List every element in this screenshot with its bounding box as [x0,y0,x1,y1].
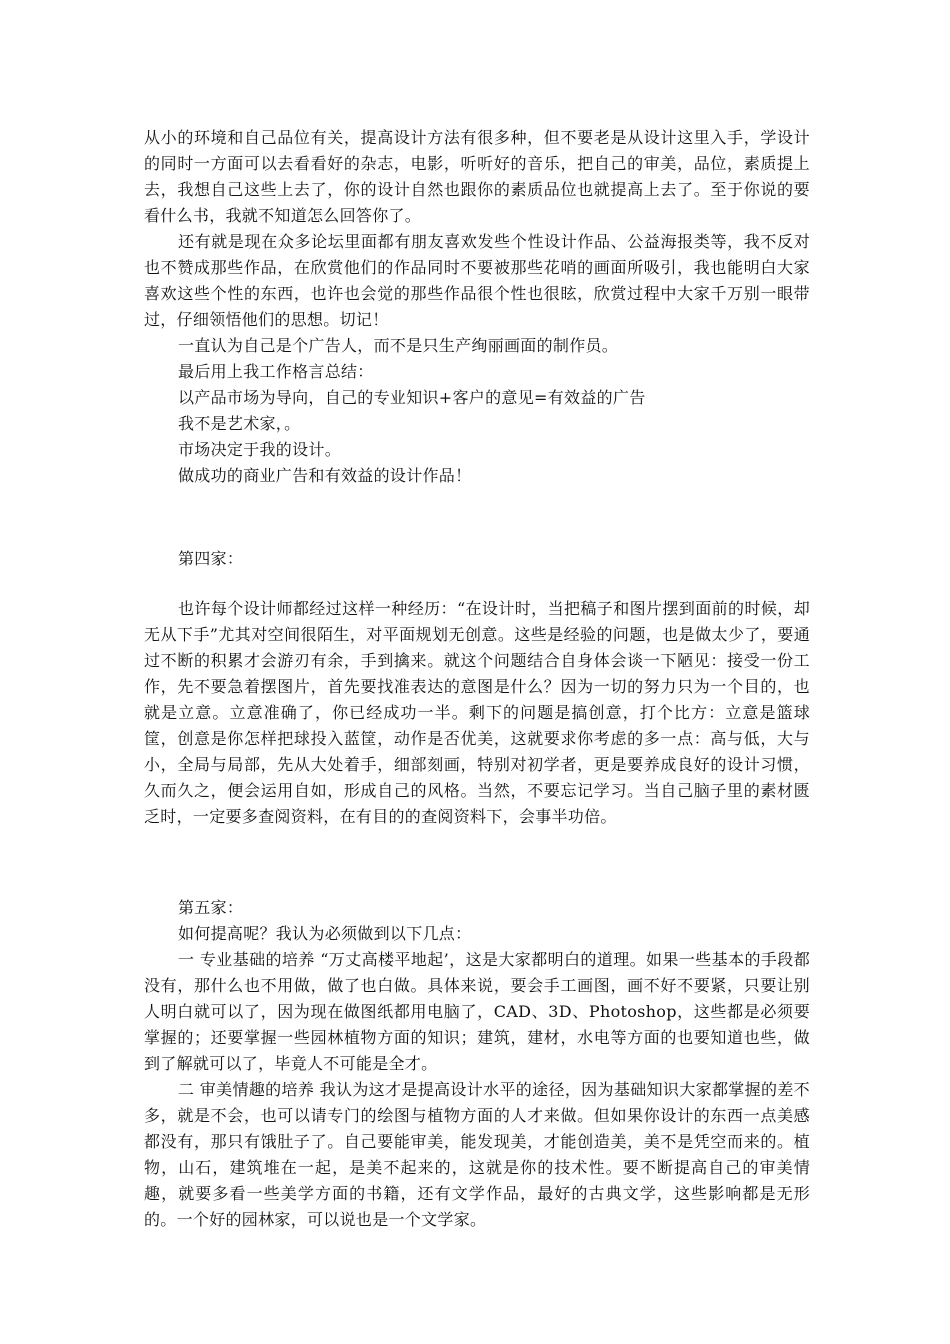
paragraph: 还有就是现在众多论坛里面都有朋友喜欢发些个性设计作品、公益海报类等，我不反对也不赞成那些作品，在欣赏他们的作品同时不要被那些花哨的画面所吸引，我也能明白大家喜欢这些个性的东西，也许也会觉的那些作品很个性也很眩，欣赏过程中大家千万别一眼带过，仔细领悟他们的思想。切记！ [144,232,810,329]
section-4-heading-block [144,546,810,572]
text-line: 市场决定于我的设计。 [178,440,342,459]
section-heading: 第五家： [178,898,244,917]
text-line: 以产品市场为导向，自己的专业知识+客户的意见=有效益的广告 [178,388,646,407]
text-line: 如何提高呢？我认为必须做到以下几点： [178,924,472,943]
section-heading: 第四家： [178,549,244,568]
section-4-body [144,596,810,830]
text-line: 一直认为自己是个广告人，而不是只生产绚丽画面的制作员。 [178,336,619,355]
section-5 [144,895,810,1233]
paragraph: 也许每个设计师都经过这样一种经历：“在设计时，当把稿子和图片摆到面前的时候，却无从下手”尤其对空间很陌生，对平面规划无创意。这些是经验的问题，也是做太少了，要通过不断的积累才会游刃有余，手到擒来。就这个问题结合自身体会谈一下陋见：接受一份工作，先不要急着摆图片，首先要找准表达的意图是什么？因为一切的努力只为一个目的，也就是立意。立意准确了，你已经成功一半。剩下的问题是搞创意，打个比方：立意是篮球筐，创意是你怎样把球投入蓝筐，动作是否优美，这就要求你考虑的多一点：高与低，大与小，全局与局部，先从大处着手，细部刻画，特别对初学者，更是要养成良好的设计习惯，久而久之，便会运用自如，形成自己的风格。当然，不要忘记学习。当自己脑子里的素材匮乏时，一定要多查阅资料，在有目的的查阅资料下，会事半功倍。 [144,599,810,826]
text-line: 我不是艺术家，。 [178,414,301,433]
text-line: 做成功的商业广告和有效益的设计作品！ [178,466,472,485]
text-line: 最后用上我工作格言总结： [178,362,374,381]
paragraph: 从小的环境和自己品位有关，提高设计方法有很多种，但不要老是从设计这里入手，学设计的同时一方面可以去看看好的杂志，电影，听听好的音乐，把自己的审美，品位，素质提上去，我想自己这些上去了，你的设计自然也跟你的素质品位也就提高上去了。至于你说的要看什么书，我就不知道怎么回答你了。 [144,128,810,225]
section-1 [144,125,810,489]
paragraph: 二 审美情趣的培养 我认为这才是提高设计水平的途径，因为基础知识大家都掌握的差不多，就是不会，也可以请专门的绘图与植物方面的人才来做。但如果你设计的东西一点美感都没有，那只有饿肚子了。自己要能审美，能发现美，才能创造美，美不是凭空而来的。植物，山石，建筑堆在一起，是美不起来的，这就是你的技术性。要不断提高自己的审美情趣，就要多看一些美学方面的书籍，还有文学作品，最好的古典文学，这些影响都是无形的。一个好的园林家，可以说也是一个文学家。 [144,1080,810,1229]
paragraph: 一 专业基础的培养 “万丈高楼平地起’，这是大家都明白的道理。如果一些基本的手段都没有，那什么也不用做，做了也白做。具体来说，要会手工画图，画不好不要紧，只要让别人明白就可以了，因为现在做图纸都用电脑了，CAD、3D、Photoshop，这些都是必须要掌握的；还要掌握一些园林植物方面的知识；建筑，建材，水电等方面的也要知道也些，做到了解就可以了，毕竟人不可能是全才。 [144,950,810,1073]
